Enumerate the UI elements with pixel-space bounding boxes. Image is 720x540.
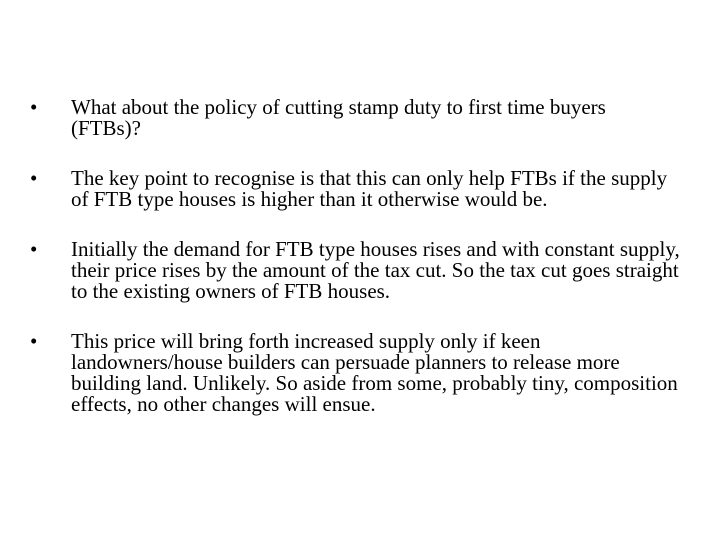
bullet-marker: • [30,329,38,353]
bullet-item-4 [30,331,680,415]
bullet-item-3 [30,239,680,302]
bullet-item-2 [30,168,680,210]
bullet-marker: • [30,166,38,190]
bullet-item-1 [30,97,680,139]
bullet-text-3: Initially the demand for FTB type houses rises and with constant supply, their price rises by the amount of the tax cut. So the tax cut goes straight to the existing owners of FTB houses. [71,237,680,303]
bullet-text-2: The key point to recognise is that this can only help FTBs if the supply of FTB type houses is higher than it otherwise would be. [71,166,668,211]
bullet-text-1: What about the policy of cutting stamp duty to first time buyers (FTBs)? [71,95,606,140]
bullet-marker: • [30,237,38,261]
bullet-list [30,97,680,415]
bullet-marker: • [30,95,38,119]
bullet-text-4: This price will bring forth increased supply only if keen landowners/house builders can persuade planners to release more building land. Unlikely. So aside from some, probably tiny, composition effects, no other changes will ensue. [71,329,678,416]
